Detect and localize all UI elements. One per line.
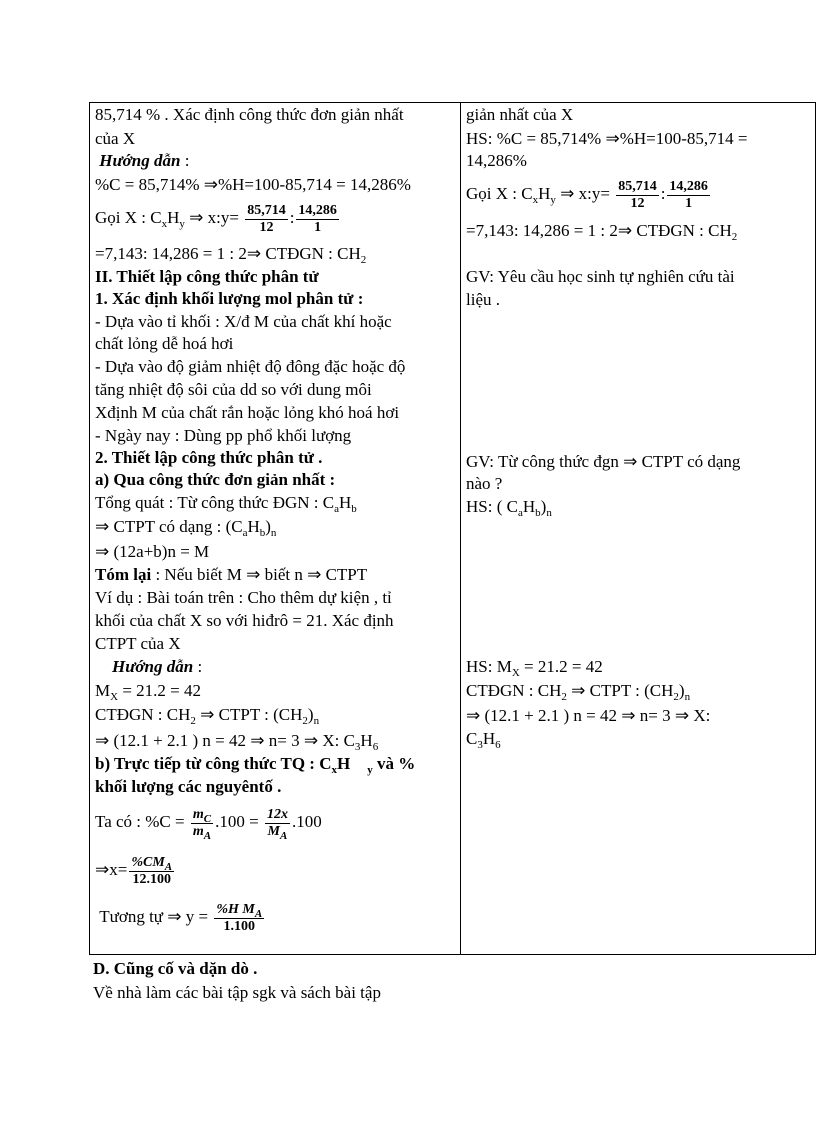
denominator <box>191 824 213 840</box>
text-line: 14,286% <box>466 151 527 170</box>
subscript: 2 <box>673 691 679 703</box>
text-line: tăng nhiệt độ sôi của dd so với dung môi <box>95 380 372 399</box>
subsection-heading: 2. Thiết lập công thức phân tử . <box>95 448 323 467</box>
text-line: khối của chất X so với hiđrô = 21. Xác định <box>95 611 394 630</box>
text-line: ⇒ (12.1 + 2.1 ) n = 42 ⇒ n= 3 ⇒ X: <box>466 706 711 725</box>
var: m <box>192 806 204 822</box>
separator: : <box>660 184 666 203</box>
guide-heading <box>95 656 202 678</box>
numerator: 14,286 <box>298 202 337 218</box>
guide-label: Hướng dẫn <box>112 657 194 676</box>
text-line: liệu . <box>466 290 500 309</box>
var: %CM <box>131 854 165 870</box>
text: =7,143: 14,286 = 1 : 2⇒ CTĐGN : CH <box>466 221 732 240</box>
text: : Nếu biết M ⇒ biết n ⇒ CTPT <box>151 565 368 584</box>
subscript: a <box>242 527 248 539</box>
subscript: n <box>270 527 277 539</box>
colon: : <box>180 151 190 170</box>
text: Tổng quát : Từ công thức ĐGN : C <box>95 493 335 512</box>
formula-line <box>95 802 322 842</box>
denominator: 12.100 <box>132 871 171 887</box>
subsection-heading: 1. Xác định khối lượng mol phân tử : <box>95 289 364 308</box>
text-line: GV: Yêu cầu học sinh tự nghiên cứu tài <box>466 267 735 286</box>
text-line: Ví dụ : Bài toán trên : Cho thêm dự kiện , tỉ <box>95 588 392 607</box>
subscript: 2 <box>302 715 308 727</box>
lesson-table <box>89 102 816 955</box>
denominator <box>266 824 290 840</box>
text: b) Trực tiếp từ công thức TQ : C <box>95 754 332 773</box>
text-line: HS: ( $C_aH_b)_n$ <box>466 497 552 519</box>
fraction <box>245 203 288 236</box>
text-line: nào ? <box>466 474 503 493</box>
text-line: %C = 85,714% ⇒%H=100-85,714 = 14,286% <box>95 175 411 194</box>
text: và % <box>372 754 416 773</box>
text-line <box>466 656 603 678</box>
var: m <box>192 823 204 839</box>
formula-line <box>95 850 176 890</box>
subsection-heading: khối lượng các nguyêntố . <box>95 777 282 796</box>
fraction <box>296 203 339 236</box>
separator: : <box>289 208 295 227</box>
subscript: C <box>203 812 212 825</box>
text-line: CTPT của X <box>95 634 181 653</box>
text: ⇒ CTPT : (CH <box>566 681 674 700</box>
fraction <box>214 902 264 935</box>
text: H <box>247 517 260 536</box>
text-line: HS: %C = 85,714% ⇒%H=100-85,714 = <box>466 129 748 148</box>
ratio-line <box>466 174 712 214</box>
text: H <box>167 208 180 227</box>
summary-label: Tóm lại <box>95 565 152 584</box>
text: CTĐGN : CH <box>95 705 191 724</box>
numerator <box>191 807 213 824</box>
subscript: X <box>511 667 520 679</box>
text: HS: M <box>466 657 512 676</box>
numerator: 14,286 <box>669 178 708 194</box>
subscript: y <box>550 194 556 206</box>
subscript: x <box>532 194 539 206</box>
numerator: 12x <box>266 806 288 822</box>
guide-label: Hướng dẫn <box>99 151 181 170</box>
text: M <box>95 681 111 700</box>
subscript: b <box>259 527 266 539</box>
text-line: ⇒ CTPT có dạng : $(C_aH_b)_n$ <box>95 517 277 539</box>
text-line <box>95 243 366 265</box>
subscript: A <box>203 829 212 842</box>
text: H <box>538 184 551 203</box>
text: CTĐGN : CH <box>466 681 562 700</box>
text: H <box>360 731 373 750</box>
subscript: y <box>367 764 373 776</box>
fraction <box>616 179 659 212</box>
section-heading: D. Cũng cố và dặn dò . <box>93 959 258 978</box>
text: Tương tự ⇒ y = <box>99 907 209 926</box>
subscript: b <box>535 507 541 519</box>
fraction <box>191 807 213 840</box>
text-line: 85,714 % . Xác định công thức đơn giản nhất <box>95 105 404 124</box>
subscript: 2 <box>360 254 367 266</box>
text: H <box>522 497 536 516</box>
denominator: 12 <box>259 219 274 235</box>
formula-line <box>95 897 266 937</box>
text: .100 = <box>215 812 259 831</box>
subscript: n <box>684 691 691 703</box>
subscript: 3 <box>477 739 483 751</box>
subscript: A <box>279 829 288 842</box>
text-line: CTĐGN : $CH_2$ ⇒ CTPT : $(CH_2)_n$ <box>466 681 691 703</box>
ratio-line <box>95 198 341 238</box>
denominator: 1 <box>314 219 322 235</box>
subscript: 2 <box>190 715 196 727</box>
text-line: ⇒ (12a+b)n = M <box>95 542 210 561</box>
text-line <box>95 680 201 702</box>
text: ⇒ (12.1 + 2.1 ) n = 42 ⇒ n= 3 ⇒ X: C <box>95 731 355 750</box>
fraction <box>129 855 174 888</box>
subscript: n <box>546 507 552 519</box>
text: ⇒ x:y= <box>555 184 610 203</box>
subscript: b <box>351 503 357 515</box>
subscript: 3 <box>354 741 361 753</box>
text: .100 <box>291 812 322 831</box>
text-line: - Dựa vào tỉ khối : X/đ M của chất khí hoặc <box>95 312 392 331</box>
numerator <box>214 902 264 919</box>
numerator: 85,714 <box>618 178 657 194</box>
subsection-heading: a) Qua công thức đơn giản nhất : <box>95 470 336 489</box>
subscript: n <box>313 715 320 727</box>
text: Gọi X : C <box>95 208 162 227</box>
text: H <box>336 754 351 773</box>
text: HS: ( C <box>466 497 518 516</box>
denominator: 1 <box>685 195 693 211</box>
text-line: - Dựa vào độ giảm nhiệt độ đông đặc hoặc độ <box>95 357 406 376</box>
text: C <box>466 729 478 748</box>
text-line: Về nhà làm các bài tập sgk và sách bài tập <box>93 983 381 1002</box>
var: M <box>267 823 280 839</box>
text-line: Xđịnh M của chất rắn hoặc lỏng khó hoá hơi <box>95 403 400 422</box>
fraction <box>265 807 290 840</box>
subscript: A <box>164 860 173 873</box>
text: = 21.2 = 42 <box>519 657 603 676</box>
text-line: chất lỏng dễ hoá hơi <box>95 334 234 353</box>
text-line: của X <box>95 129 136 148</box>
subscript: 2 <box>731 231 738 243</box>
text-line: - Ngày nay : Dùng pp phổ khối lượng <box>95 426 352 445</box>
summary-line <box>95 564 367 586</box>
text-line: GV: Từ công thức đgn ⇒ CTPT có dạng <box>466 452 741 471</box>
text-line <box>466 728 501 750</box>
subscript: a <box>517 507 523 519</box>
denominator: 1.100 <box>223 918 256 934</box>
text: = 21.2 = 42 <box>118 681 202 700</box>
text: H <box>482 729 496 748</box>
text: ⇒ CTPT có dạng : (C <box>95 517 243 536</box>
subscript: x <box>161 218 168 230</box>
column-divider <box>460 102 461 955</box>
text: Gọi X : C <box>466 184 533 203</box>
text: ⇒ CTPT : (CH <box>195 705 303 724</box>
text: ⇒ x:y= <box>184 208 239 227</box>
subscript: a <box>334 503 339 515</box>
numerator <box>129 855 174 872</box>
section-heading: II. Thiết lập công thức phân tử <box>95 267 319 286</box>
subscript: 2 <box>561 691 567 703</box>
text-line <box>95 730 378 752</box>
text-line <box>95 492 357 514</box>
text-line: CTĐGN : $CH_2$ ⇒ CTPT : $(CH_2)_n$ <box>95 705 320 727</box>
subscript: y <box>179 218 185 230</box>
subsection-heading <box>95 753 415 775</box>
subscript: x <box>331 764 337 776</box>
guide-heading <box>95 150 189 172</box>
var: %H M <box>216 901 255 917</box>
text: H <box>338 493 352 512</box>
subscript: 6 <box>372 741 379 753</box>
subscript: X <box>110 691 119 703</box>
text-line: giản nhất của X <box>466 105 574 124</box>
subscript: A <box>254 907 263 920</box>
text-line <box>466 220 737 242</box>
subscript: 6 <box>495 739 501 751</box>
text: ⇒x= <box>95 860 128 879</box>
fraction <box>667 179 710 212</box>
text: Ta có : %C = <box>95 812 185 831</box>
text: =7,143: 14,286 = 1 : 2⇒ CTĐGN : CH <box>95 244 361 263</box>
colon: : <box>193 657 203 676</box>
numerator: 85,714 <box>247 202 286 218</box>
denominator: 12 <box>630 195 645 211</box>
